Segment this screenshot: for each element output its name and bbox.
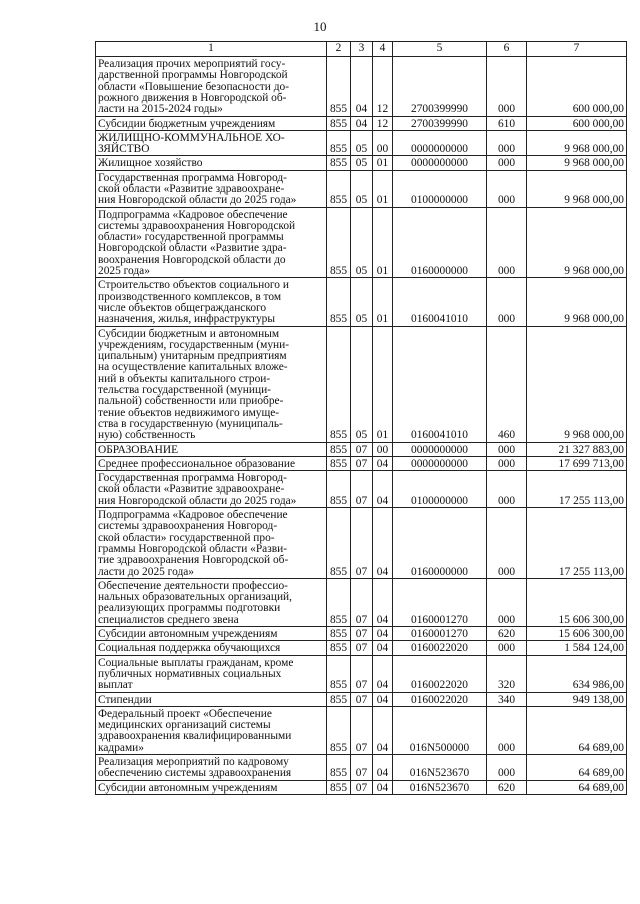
- row-name-cell: Среднее профессиональное образование: [96, 456, 327, 470]
- expense-type-cell: 620: [487, 780, 527, 794]
- target-article-cell: 0000000000: [393, 442, 487, 456]
- amount-cell: 1 584 124,00: [527, 641, 627, 655]
- row-name-cell: Федеральный проект «Обеспечение медицинских организаций системы здравоохранения квалифицированными кадрами»: [96, 706, 327, 754]
- subsection-code-cell: 04: [373, 508, 393, 579]
- grbs-code-cell: 855: [327, 578, 351, 626]
- grbs-code-cell: 855: [327, 780, 351, 794]
- section-code-cell: 07: [351, 780, 373, 794]
- column-header: 5: [393, 42, 487, 57]
- target-article-cell: 0160001270: [393, 627, 487, 641]
- section-code-cell: 07: [351, 442, 373, 456]
- target-article-cell: 0000000000: [393, 130, 487, 156]
- grbs-code-cell: 855: [327, 627, 351, 641]
- amount-cell: 634 986,00: [527, 655, 627, 692]
- table-row: [96, 780, 627, 794]
- expense-type-cell: 620: [487, 627, 527, 641]
- subsection-code-cell: 01: [373, 170, 393, 207]
- expense-type-cell: 000: [487, 578, 527, 626]
- section-code-cell: 05: [351, 170, 373, 207]
- expense-type-cell: 000: [487, 508, 527, 579]
- table-row: [96, 442, 627, 456]
- row-name-cell: Подпрограмма «Кадровое обеспечение системы здравоохранения Новгородской области» государственной программы Новгородской области «Развитие здра- воохранения Новгородской области до 2025 года»: [96, 207, 327, 278]
- section-code-cell: 05: [351, 156, 373, 170]
- expense-type-cell: 000: [487, 170, 527, 207]
- amount-cell: 949 138,00: [527, 692, 627, 706]
- section-code-cell: 07: [351, 627, 373, 641]
- table-row: [96, 471, 627, 508]
- section-code-cell: 05: [351, 207, 373, 278]
- row-name-cell: Социальные выплаты гражданам, кроме публичных нормативных социальных выплат: [96, 655, 327, 692]
- amount-cell: 9 968 000,00: [527, 207, 627, 278]
- row-name-cell: Государственная программа Новгород- ской области «Развитие здравоохране- ния Новгородской области до 2025 года»: [96, 170, 327, 207]
- amount-cell: 9 968 000,00: [527, 326, 627, 442]
- expense-type-cell: 460: [487, 326, 527, 442]
- row-name-cell: Социальная поддержка обучающихся: [96, 641, 327, 655]
- expense-type-cell: 610: [487, 116, 527, 130]
- row-name-cell: ОБРАЗОВАНИЕ: [96, 442, 327, 456]
- section-code-cell: 05: [351, 130, 373, 156]
- grbs-code-cell: 855: [327, 278, 351, 326]
- row-name-cell: Реализация мероприятий по кадровому обеспечению системы здравоохранения: [96, 755, 327, 781]
- grbs-code-cell: 855: [327, 170, 351, 207]
- subsection-code-cell: 04: [373, 692, 393, 706]
- subsection-code-cell: 04: [373, 780, 393, 794]
- target-article-cell: 2700399990: [393, 116, 487, 130]
- row-name-cell: Жилищное хозяйство: [96, 156, 327, 170]
- grbs-code-cell: 855: [327, 207, 351, 278]
- target-article-cell: 0160000000: [393, 508, 487, 579]
- subsection-code-cell: 12: [373, 57, 393, 117]
- expense-type-cell: 320: [487, 655, 527, 692]
- table-row: [96, 278, 627, 326]
- target-article-cell: 0000000000: [393, 456, 487, 470]
- row-name-cell: Строительство объектов социального и производственного комплексов, в том числе объектов общегражданского назначения, жилья, инфраструктуры: [96, 278, 327, 326]
- amount-cell: 21 327 883,00: [527, 442, 627, 456]
- section-code-cell: 07: [351, 706, 373, 754]
- target-article-cell: 2700399990: [393, 57, 487, 117]
- subsection-code-cell: 12: [373, 116, 393, 130]
- amount-cell: 9 968 000,00: [527, 156, 627, 170]
- grbs-code-cell: 855: [327, 442, 351, 456]
- target-article-cell: 016N523670: [393, 755, 487, 781]
- table-row: [96, 508, 627, 579]
- grbs-code-cell: 855: [327, 326, 351, 442]
- grbs-code-cell: 855: [327, 706, 351, 754]
- amount-cell: 17 255 113,00: [527, 471, 627, 508]
- row-name-cell: Государственная программа Новгород- ской области «Развитие здравоохране- ния Новгородской области до 2025 года»: [96, 471, 327, 508]
- amount-cell: 64 689,00: [527, 706, 627, 754]
- expense-type-cell: 000: [487, 207, 527, 278]
- target-article-cell: 0100000000: [393, 471, 487, 508]
- subsection-code-cell: 04: [373, 655, 393, 692]
- amount-cell: 64 689,00: [527, 755, 627, 781]
- expense-type-cell: 000: [487, 471, 527, 508]
- target-article-cell: 0160022020: [393, 655, 487, 692]
- subsection-code-cell: 00: [373, 442, 393, 456]
- amount-cell: 64 689,00: [527, 780, 627, 794]
- grbs-code-cell: 855: [327, 130, 351, 156]
- table-header-row: [96, 42, 627, 57]
- table-body: [96, 57, 627, 795]
- row-name-cell: Обеспечение деятельности профессио- нальных образовательных организаций, реализующих программы подготовки специалистов среднего звена: [96, 578, 327, 626]
- column-header: 6: [487, 42, 527, 57]
- table-row: [96, 130, 627, 156]
- subsection-code-cell: 04: [373, 627, 393, 641]
- budget-table: [95, 41, 627, 795]
- subsection-code-cell: 01: [373, 207, 393, 278]
- amount-cell: 15 606 300,00: [527, 578, 627, 626]
- table-row: [96, 706, 627, 754]
- table-row: [96, 641, 627, 655]
- expense-type-cell: 000: [487, 156, 527, 170]
- section-code-cell: 05: [351, 326, 373, 442]
- column-header: 4: [373, 42, 393, 57]
- grbs-code-cell: 855: [327, 508, 351, 579]
- expense-type-cell: 000: [487, 755, 527, 781]
- table-row: [96, 755, 627, 781]
- table-row: [96, 207, 627, 278]
- amount-cell: 17 255 113,00: [527, 508, 627, 579]
- target-article-cell: 016N523670: [393, 780, 487, 794]
- subsection-code-cell: 04: [373, 755, 393, 781]
- table-row: [96, 627, 627, 641]
- subsection-code-cell: 04: [373, 641, 393, 655]
- expense-type-cell: 340: [487, 692, 527, 706]
- table-row: [96, 578, 627, 626]
- amount-cell: 9 968 000,00: [527, 170, 627, 207]
- row-name-cell: Субсидии бюджетным учреждениям: [96, 116, 327, 130]
- grbs-code-cell: 855: [327, 655, 351, 692]
- grbs-code-cell: 855: [327, 156, 351, 170]
- subsection-code-cell: 04: [373, 578, 393, 626]
- table-row: [96, 456, 627, 470]
- expense-type-cell: 000: [487, 278, 527, 326]
- amount-cell: 9 968 000,00: [527, 130, 627, 156]
- section-code-cell: 07: [351, 456, 373, 470]
- section-code-cell: 05: [351, 278, 373, 326]
- subsection-code-cell: 04: [373, 706, 393, 754]
- amount-cell: 600 000,00: [527, 57, 627, 117]
- grbs-code-cell: 855: [327, 641, 351, 655]
- target-article-cell: 0160022020: [393, 692, 487, 706]
- table-row: [96, 156, 627, 170]
- target-article-cell: 0100000000: [393, 170, 487, 207]
- row-name-cell: ЖИЛИЩНО-КОММУНАЛЬНОЕ ХО- ЗЯЙСТВО: [96, 130, 327, 156]
- column-header: 3: [351, 42, 373, 57]
- table-row: [96, 170, 627, 207]
- table-row: [96, 57, 627, 117]
- row-name-cell: Стипендии: [96, 692, 327, 706]
- grbs-code-cell: 855: [327, 57, 351, 117]
- table-row: [96, 326, 627, 442]
- row-name-cell: Подпрограмма «Кадровое обеспечение системы здравоохранения Новгород- ской области» государственной про- граммы Новгородской области «Разви- тие здравоохранения Новгородской об- ласти до 2025 года»: [96, 508, 327, 579]
- row-name-cell: Субсидии автономным учреждениям: [96, 780, 327, 794]
- expense-type-cell: 000: [487, 456, 527, 470]
- column-header: 1: [96, 42, 327, 57]
- grbs-code-cell: 855: [327, 755, 351, 781]
- subsection-code-cell: 01: [373, 278, 393, 326]
- target-article-cell: 0000000000: [393, 156, 487, 170]
- row-name-cell: Реализация прочих мероприятий госу- дарственной программы Новгородской области «Повышение безопасности до- рожного движения в Новгородской об- ласти на 2015-2024 годы»: [96, 57, 327, 117]
- section-code-cell: 07: [351, 471, 373, 508]
- section-code-cell: 07: [351, 692, 373, 706]
- amount-cell: 600 000,00: [527, 116, 627, 130]
- target-article-cell: 0160022020: [393, 641, 487, 655]
- amount-cell: 17 699 713,00: [527, 456, 627, 470]
- expense-type-cell: 000: [487, 706, 527, 754]
- section-code-cell: 07: [351, 578, 373, 626]
- target-article-cell: 0160041010: [393, 326, 487, 442]
- subsection-code-cell: 00: [373, 130, 393, 156]
- page-number: 10: [313, 19, 327, 34]
- amount-cell: 15 606 300,00: [527, 627, 627, 641]
- section-code-cell: 07: [351, 655, 373, 692]
- target-article-cell: 016N500000: [393, 706, 487, 754]
- grbs-code-cell: 855: [327, 456, 351, 470]
- table-row: [96, 655, 627, 692]
- section-code-cell: 04: [351, 116, 373, 130]
- section-code-cell: 07: [351, 755, 373, 781]
- column-header: 7: [527, 42, 627, 57]
- column-header: 2: [327, 42, 351, 57]
- grbs-code-cell: 855: [327, 692, 351, 706]
- subsection-code-cell: 04: [373, 471, 393, 508]
- target-article-cell: 0160001270: [393, 578, 487, 626]
- table-row: [96, 116, 627, 130]
- expense-type-cell: 000: [487, 130, 527, 156]
- section-code-cell: 07: [351, 641, 373, 655]
- row-name-cell: Субсидии бюджетным и автономным учреждениям, государственным (муни- ципальным) унитарным предприятиям на осуществление капитальных вложе- ний в объекты капитального строи- тельства государственной (муници- пальной) собственности или приобре- тение объектов недвижимого имуще- ства в государственную (муниципаль- ную) собственность: [96, 326, 327, 442]
- expense-type-cell: 000: [487, 641, 527, 655]
- section-code-cell: 07: [351, 508, 373, 579]
- subsection-code-cell: 04: [373, 456, 393, 470]
- expense-type-cell: 000: [487, 442, 527, 456]
- target-article-cell: 0160000000: [393, 207, 487, 278]
- subsection-code-cell: 01: [373, 156, 393, 170]
- target-article-cell: 0160041010: [393, 278, 487, 326]
- table-row: [96, 692, 627, 706]
- grbs-code-cell: 855: [327, 116, 351, 130]
- section-code-cell: 04: [351, 57, 373, 117]
- subsection-code-cell: 01: [373, 326, 393, 442]
- expense-type-cell: 000: [487, 57, 527, 117]
- grbs-code-cell: 855: [327, 471, 351, 508]
- amount-cell: 9 968 000,00: [527, 278, 627, 326]
- row-name-cell: Субсидии автономным учреждениям: [96, 627, 327, 641]
